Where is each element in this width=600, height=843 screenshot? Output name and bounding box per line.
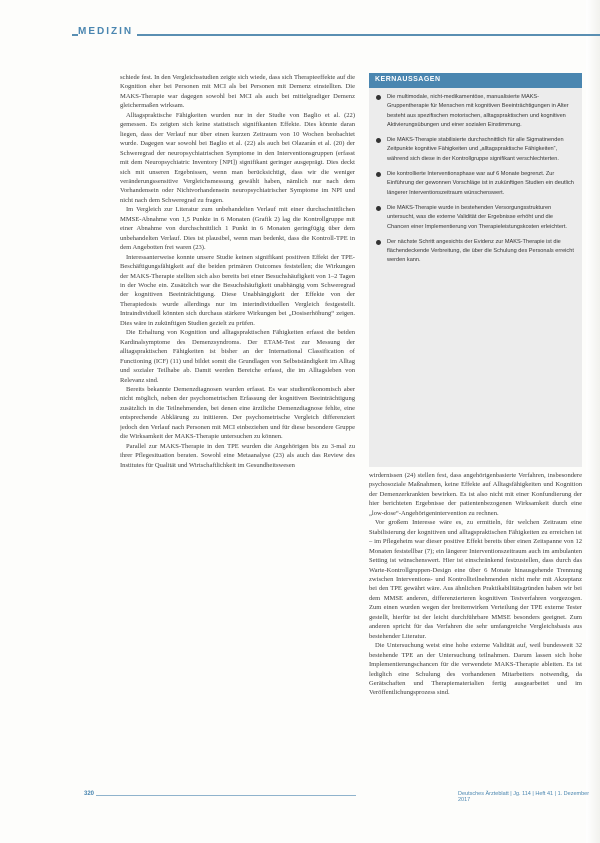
key-message-text: Die MAKS-Therapie stabilisierte durchschnittlich für alle Sigmatinenden Zeitpunkte kognitive Fähigkeiten und „alltagspraktische Fähigkeiten“, während sich diese in der Kontrollgruppe signifikant verschlechterten. <box>387 137 564 162</box>
key-message-text: Die multimodale, nicht-medikamentöse, manualisierte MAKS-Gruppentherapie für Menschen mit kognitiven Beeinträchtigungen in Alter besteht aus spezifischen motorischen, alltagspraktischen und kognitiven Aktivierungsübungen und einer sozialen Einstimmung. <box>387 94 569 128</box>
paragraph: Vor großem Interesse wäre es, zu ermitteln, für welchen Zeitraum eine Stabilisierung der kognitiven und alltagspraktischen Fähigkeiten zu erreichen ist – im Pflegeheim war dieser positive Effekt bereits über einen Zeitspanne von 12 Monaten feststellbar (7); ein längerer Interventionszeitraum auch im ambulanten Setting ist wünschenswert. Hier ist einschränkend festzustellen, dass durch das Warte-Kontrollgruppen-Design eine über 6 Monate hinausgehende Trennung zwischen Interventions- und Kontrollteilnehmenden nicht mehr mit Akzeptanz bei den TPE gewährt wäre. Aus ähnlichen Praktikabilitätsgründen haben wir bei dem MMSE anderen, differenzierteren kognitiven Testverfahren vorgezogen. Zum einen wurden wegen der breitenwirken Verteilung der TPE externe Tester gestellt, hierfür ist der leicht durchführbare MMSE besonders geeignet. Zum anderen spricht für das Verfahren die sehr umfangreiche Vergleichsbasis aus bestehender Literatur. <box>369 519 582 640</box>
key-message-text: Die MAKS-Therapie wurde in bestehenden Versorgungsstrukturen untersucht, was die externe Validität der Ergebnisse erhöht und die Chancen einer Implementierung von Therapieleistungskosten erleichtert. <box>387 204 567 230</box>
paragraph: wirdernissen (24) stellen fest, dass angehörigenbasierte Verfahren, insbesondere psychosoziale Maßnahmen, keine Effekte auf Alltagsfähigkeiten und Kognition der Demenzerkrankten bewirken. Es ist also nicht mit einer Konfundierung der hier berichteten Ergebnisse der patientenbezogenen Wirksamkeit durch eine „low-dose“-Angehörigenintervention zu rechnen. <box>369 472 582 517</box>
bullet-icon <box>376 206 381 211</box>
bullet-icon <box>376 138 381 143</box>
right-column <box>369 471 582 783</box>
bullet-icon <box>376 95 381 100</box>
key-message-item <box>375 93 576 130</box>
bullet-icon <box>376 240 381 245</box>
paragraph: Parallel zur MAKS-Therapie in den TPE wurden die Angehörigen bis zu 3-mal zu ihrer Pflegesituation beraten. Sowohl eine Metaanalyse (23) als auch das Review des Institutes für Qualität und Wirtschaftlichkeit im Gesundheitswesen <box>120 442 355 469</box>
journal-citation: Deutsches Ärzteblatt | Jg. 114 | Heft 41 | 1. Dezember 2017 <box>458 791 590 803</box>
key-message-text: Der nächste Schritt angesichts der Evidenz zur MAKS-Therapie ist die flächendeckende Verbreitung, die über die Schulung des Personals erreicht werden kann. <box>387 238 574 264</box>
paragraph: schiede fest. In den Vergleichsstudien zeigte sich wiede, dass sich Therapieeffekte auf die Kognition eher bei Personen mit MCI als bei Personen mit Demenz einstellten. Die MAKS-Therapie war dagegen sowohl bei MCI als auch bei mittelgradiger Demenz gleichermaßen wirksam. <box>120 74 355 110</box>
key-messages-list <box>369 88 582 266</box>
key-message-item <box>375 238 576 266</box>
key-message-text: Die kontrollierte Interventionsphase war auf 6 Monate begrenzt. Zur Einführung der gewonnen Vorschläge ist in zukünftigen Studien ein deutlich längerer Interventionszeitraum wünschenswert. <box>387 171 574 196</box>
key-message-item <box>375 136 576 164</box>
section-label: MEDIZIN <box>78 26 137 37</box>
key-messages-title: KERNAUSSAGEN <box>369 73 582 88</box>
page-edge-shadow <box>586 0 600 843</box>
paragraph: Die Erhaltung von Kognition und alltagspraktischen Fähigkeiten erfasst die beiden Kardinalsymptome des Demenzsyndroms. Der ETAM-Test zur Messung der alltagspraktischen Fähigkeiten ist bisher an der International Classification of Functioning (ICF) (11) und bildet somit die Grundlagen von Selbstständigkeit im Alltag und sozialer Teilhabe ab. Damit werden Bereiche erfasst, die im Alltagsleben von Relevanz sind. <box>120 329 355 384</box>
paragraph: Alltagspraktische Fähigkeiten wurden nur in der Studie von Baglio et al. (22) gemessen. Es zeigten sich keine statistisch signifikanten Effekte. Dies könnte daran liegen, dass der Verlauf nur über einen kurzen Zeitraum von 10 Wochen beobachtet wurde. Dagegen war sowohl bei Baglio et al. (22) als auch bei Olazarán et al. (20) der Schweregrad der neuropsychiatrischen Symptome in den Interventionsgruppen (erfasst mit dem Neuropsychiatric Inventory [NPI]) signifikant geringer ausgeprägt. Dies deckt sich mit unseren Ergebnissen, wenn man berücksichtigt, dass wir die weniger veränderungssensitive Vergleichsmessung gewählt haben, nämlich nur nach dem Vorhandensein oder Nichtvorhandensein neuropsychiatrischer Symptome im NPI und nicht nach dem Schweregrad zu fragen. <box>120 111 355 204</box>
footer-rule <box>96 795 356 796</box>
key-messages-box <box>369 73 582 467</box>
paragraph: Bereits bekannte Demenzdiagnosen wurden erfasst. Es war studienökonomisch aber nicht möglich, neben der psychometrischen Erfassung der kognitiven Beeinträchtigung zusätzlich in die Teilnehmenden, bei denen eine ärztliche Demenzdiagnose fehlte, eine entsprechende Abklärung zu initiieren. Der psychometrische Vergleich differenziert jedoch den Verlauf nach Personen mit MCI einbeziehen und für diese besondere Gruppe die Wirksamkeit der MAKS-Therapie untersuchen zu können. <box>120 385 355 441</box>
paragraph: Im Vergleich zur Literatur zum unbehandelten Verlauf mit einer durchschnittlichen MMSE-Abnahme von 1,5 Punkte in 6 Monaten (Grafik 2) lag die Kontrollgruppe mit einer Abnahme von durchschnittlich 1 Punkt in 6 Monaten geringfügig über dem unbehandelten Verlauf. Dies ist plausibel, wenn man bedenkt, dass die Kontroll-TPE in dem Angebotten frei waren (23). <box>120 206 355 252</box>
paragraph: Interessanterweise konnte unsere Studie keinen signifikant positiven Effekt der TPE-Beschäftigungsfähigkeit auf die beiden primären Outcomes feststellen; die Wirkungen der MAKS-Therapie stellten sich also bereits bei einer Besuchshäufigkeit von 1–2 Tagen in der Woche ein. Zusätzlich war die Besuchshäufigkeit unabhängig vom Schweregrad der kognitiven Beeinträchtigung. Diese Unabhängigkeit der Effekte von der Therapiedosis wurde allerdings nur im interindividuellen Vergleich festgestellt. Intraindividuell könnten sich durchaus stärkere Wirkungen bei „Dosiserhöhung“ zeigen. Dies wäre in zukünftigen Studien gezielt zu prüfen. <box>120 253 355 327</box>
page-number: 320 <box>84 791 95 797</box>
left-column <box>120 73 355 783</box>
key-message-item <box>375 170 576 198</box>
header-rule <box>72 34 600 36</box>
key-message-item <box>375 204 576 232</box>
bullet-icon <box>376 172 381 177</box>
paragraph: Die Untersuchung weist eine hohe externe Validität auf, weil bundesweit 32 bestehende TPE an der Untersuchung teilnahmen. Darum lassen sich hohe Implementierungschancen für die verwendete MAKS-Therapie ableiten. Es ist lediglich eine Schulung des vorhandenen Mitarbeiters notwendig, da Gerätschaften und Therapiematerialien fertig ausgearbeitet und im Veröffentlichungsprozess sind. <box>369 642 582 697</box>
